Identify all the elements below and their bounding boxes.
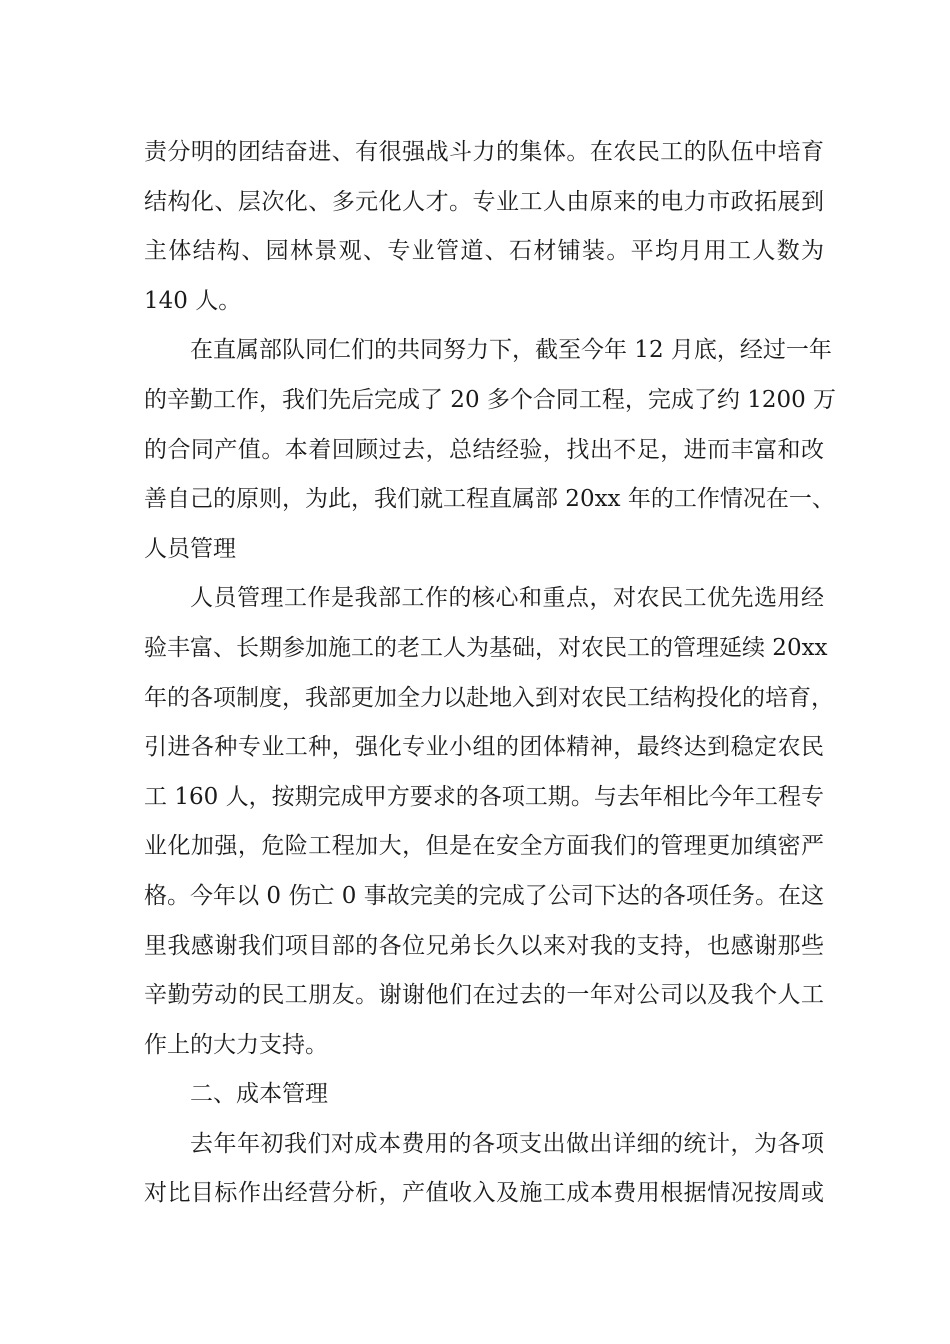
text-line: 辛勤劳动的民工朋友。谢谢他们在过去的一年对公司以及我个人工: [144, 982, 824, 1009]
text-line: 业化加强，危险工程加大，但是在安全方面我们的管理更加缜密严: [144, 833, 824, 860]
text-line: 工 160 人，按期完成甲方要求的各项工期。与去年相比今年工程专: [144, 783, 824, 810]
paragraph: [144, 1070, 824, 1120]
text-line: 引进各种专业工种，强化专业小组的团体精神，最终达到稳定农民: [144, 734, 824, 761]
text-line: 格。今年以 0 伤亡 0 事故完美的完成了公司下达的各项任务。在这: [144, 882, 824, 909]
paragraph: [144, 326, 837, 574]
text-line: 人员管理工作是我部工作的核心和重点，对农民工优先选用经: [190, 585, 824, 612]
text-line: 140 人。: [144, 287, 242, 314]
text-line: 结构化、层次化、多元化人才。专业工人由原来的电力市政拓展到: [144, 188, 824, 215]
paragraph: [144, 574, 834, 1070]
paragraph: [144, 1120, 824, 1219]
section-heading: 二、成本管理: [190, 1081, 328, 1108]
section-heading: 人员管理: [144, 535, 236, 562]
text-line: 责分明的团结奋进、有很强战斗力的集体。在农民工的队伍中培育: [144, 139, 824, 165]
text-line: 验丰富、长期参加施工的老工人为基础，对农民工的管理延续 20xx: [144, 634, 828, 661]
document-body: [144, 128, 837, 1219]
paragraph: [144, 128, 824, 326]
text-line: 的辛勤工作，我们先后完成了 20 多个合同工程，完成了约 1200 万: [144, 386, 837, 413]
text-line: 对比目标作出经营分析，产值收入及施工成本费用根据情况按周或: [144, 1180, 824, 1207]
text-line: 的合同产值。本着回顾过去，总结经验，找出不足，进而丰富和改: [144, 436, 824, 463]
text-line: 里我感谢我们项目部的各位兄弟长久以来对我的支持，也感谢那些: [144, 932, 824, 959]
text-line: 在直属部队同仁们的共同努力下，截至今年 12 月底，经过一年: [190, 337, 832, 364]
text-line: 善自己的原则，为此，我们就工程直属部 20xx 年的工作情况在一、: [144, 486, 835, 513]
text-line: 主体结构、园林景观、专业管道、石材铺装。平均月用工人数为: [144, 238, 824, 265]
text-line: 去年年初我们对成本费用的各项支出做出详细的统计，为各项: [190, 1130, 824, 1157]
text-line: 年的各项制度，我部更加全力以赴地入到对农民工结构投化的培育，: [144, 684, 834, 711]
text-line: 作上的大力支持。: [144, 1031, 328, 1058]
